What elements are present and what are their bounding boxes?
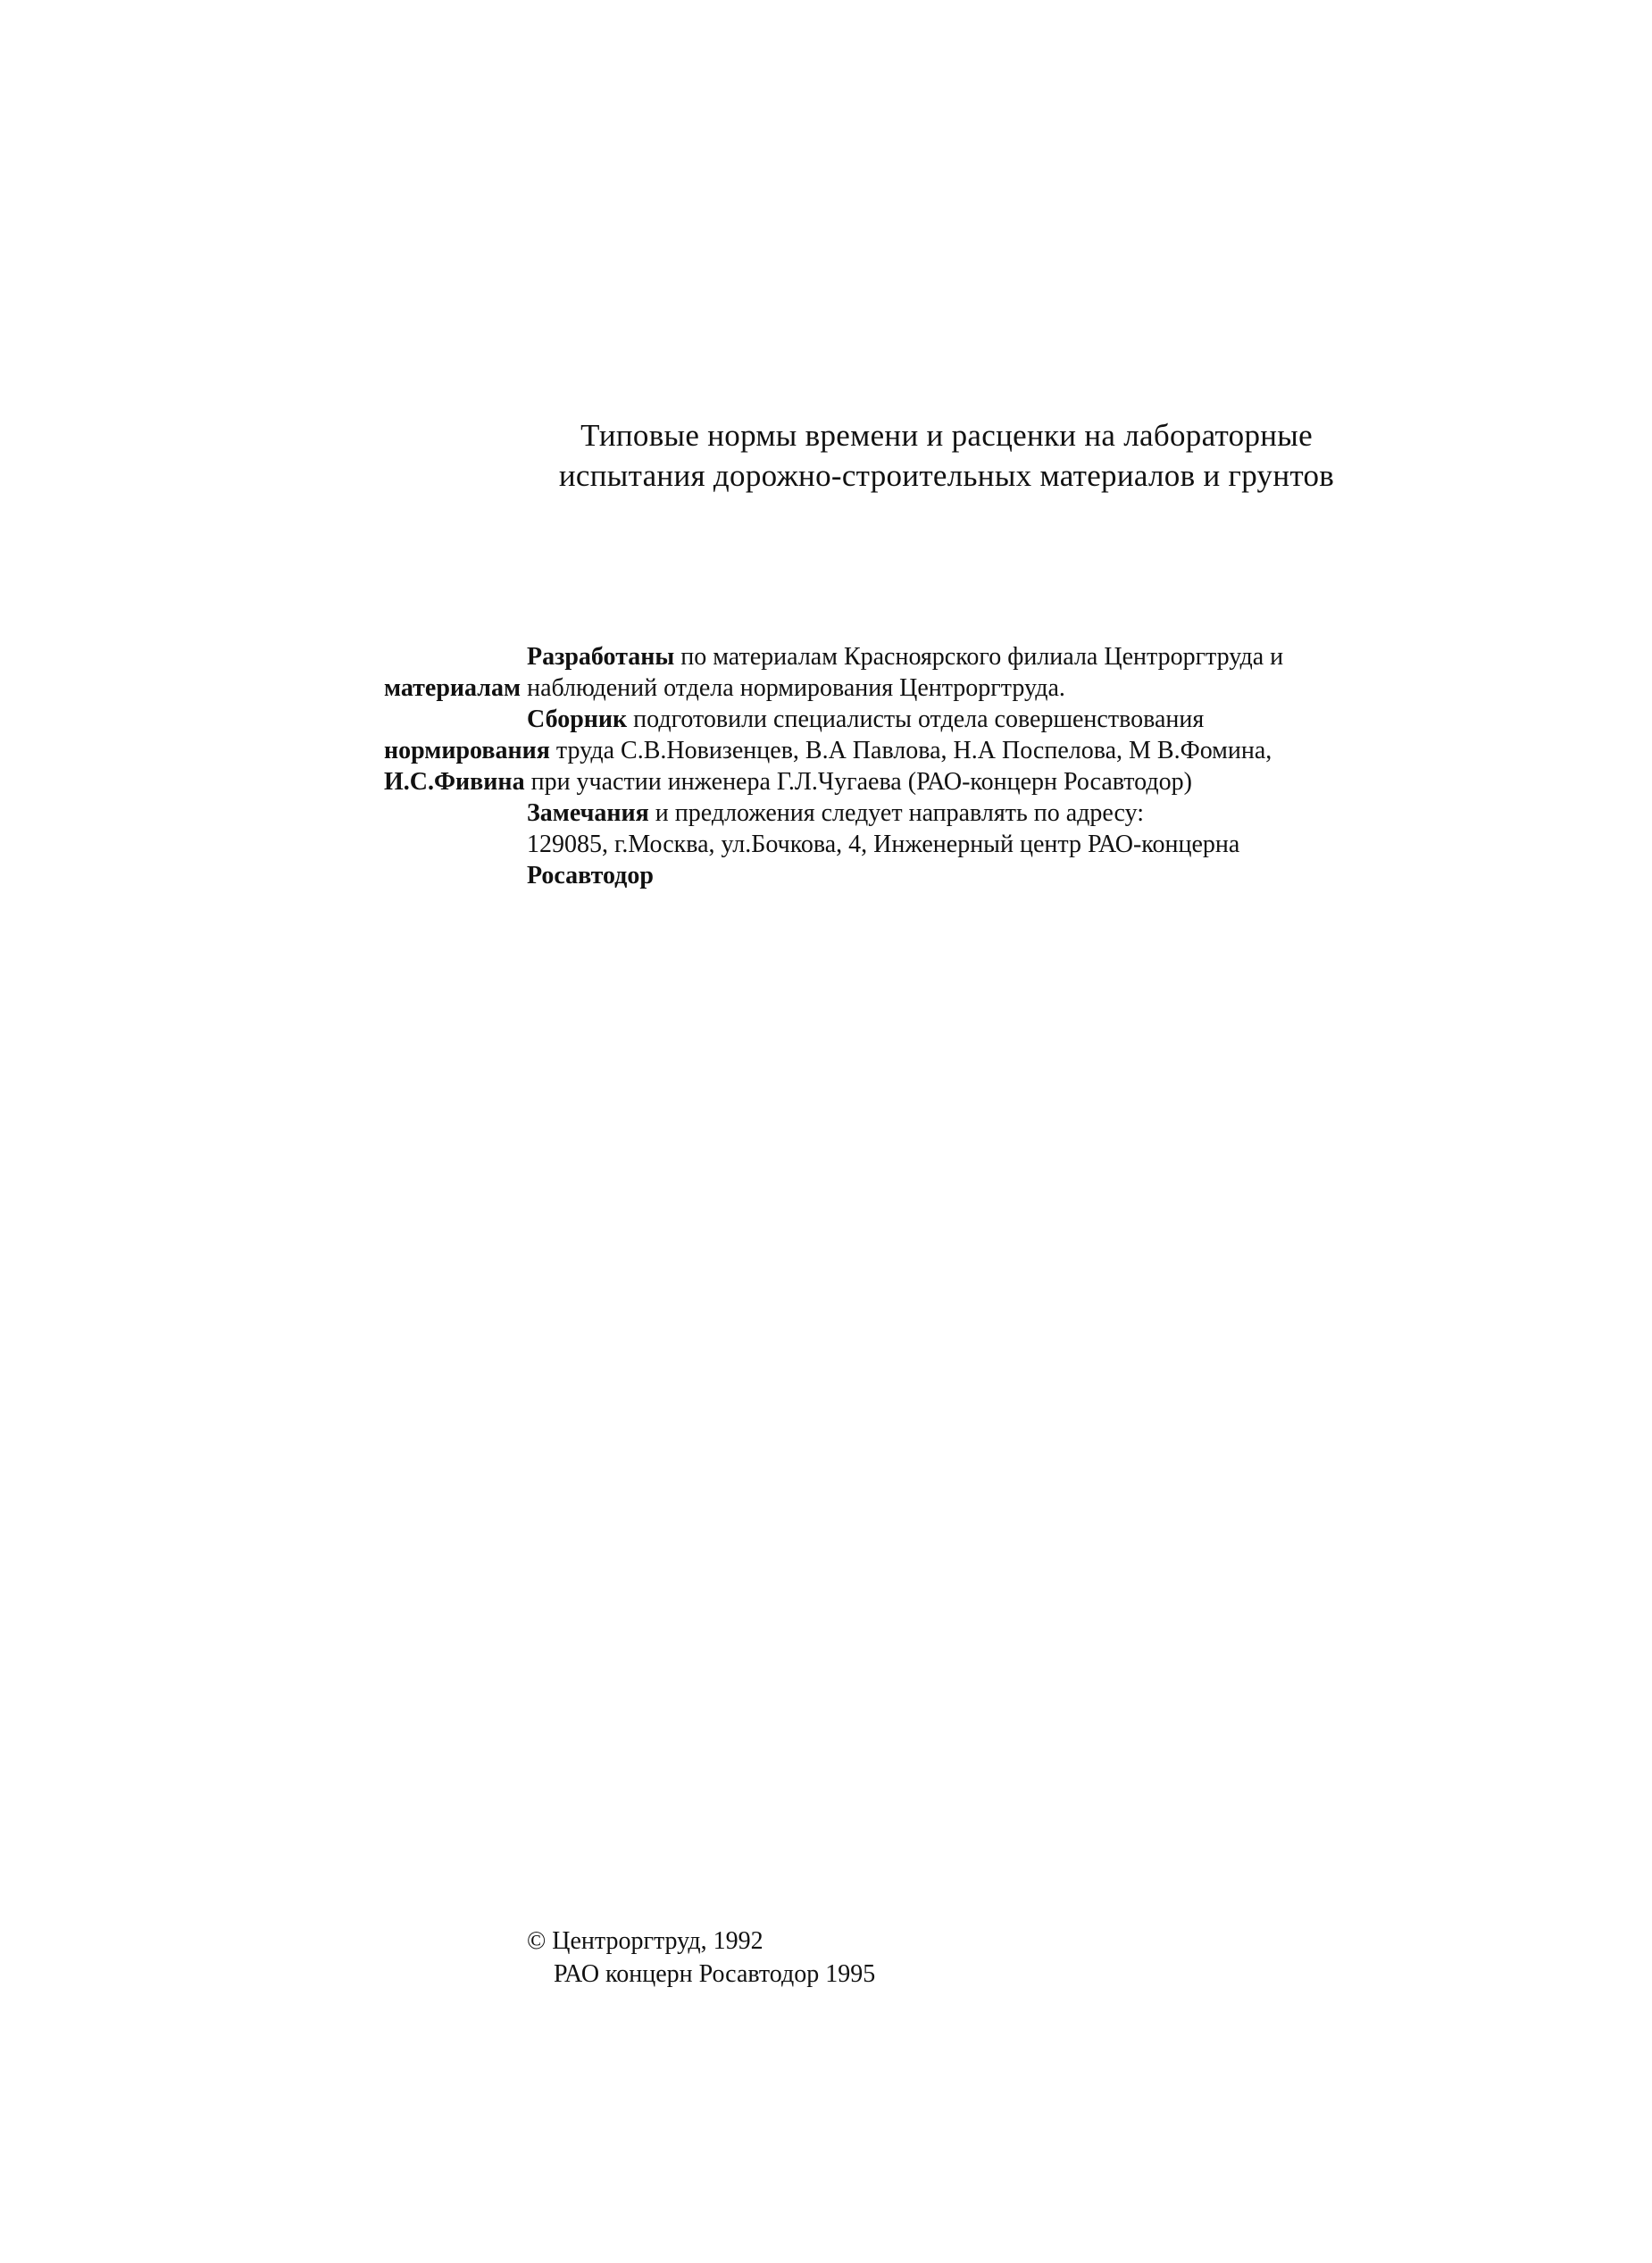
credits-line-3-bold: Сборник (527, 706, 628, 733)
credits-line-2 (384, 672, 1509, 704)
credits-line-3 (384, 704, 1509, 735)
title-line-1: Типовые нормы времени и расценки на лабораторные (580, 418, 1313, 453)
title-line-2: испытания дорожно-строительных материалов и грунтов (558, 458, 1335, 493)
credits-address: 129085, г.Москва, ул.Бочкова, 4, Инженерный центр РАО-концерна (527, 831, 1240, 858)
credits-address-org (384, 860, 1509, 891)
credits-line-6-text: и предложения следует направлять по адресу: (648, 799, 1145, 827)
credits-line-1 (384, 641, 1509, 672)
credits-address-org-bold: Росавтодор (527, 862, 654, 889)
credits-line-2-text: наблюдений отдела нормирования Центроргтруда. (521, 674, 1065, 702)
credits-line-1-bold: Разработаны (527, 643, 675, 671)
credits-line-4-bold: нормирования (384, 737, 550, 764)
credits-line-1-text: по материалам Красноярского филиала Центроргтруда и (674, 643, 1284, 671)
credits-line-6-bold: Замечания (527, 799, 649, 827)
credits-line-2-bold: материалам (384, 674, 521, 702)
credits-line-4 (384, 735, 1509, 766)
document-title (500, 415, 1393, 496)
copyright-line-1: © Центроргтруд, 1992 (527, 1927, 763, 1955)
credits-line-3-text: подготовили специалисты отдела совершенствования (627, 706, 1205, 733)
credits-line-5 (384, 766, 1509, 797)
copyright-block (527, 1925, 875, 1991)
copyright-line-2: РАО концерн Росавтодор 1995 (554, 1960, 876, 1988)
credits-block (384, 641, 1509, 891)
credits-line-6 (384, 797, 1509, 829)
credits-line-5-text: при участии инженера Г.Л.Чугаева (РАО-концерн Росавтодор) (524, 768, 1192, 796)
credits-line-4-text: труда С.В.Новизенцев, В.А Павлова, Н.А Поспелова, М В.Фомина, (549, 737, 1272, 764)
credits-line-5-bold: И.С.Фивина (384, 768, 525, 796)
